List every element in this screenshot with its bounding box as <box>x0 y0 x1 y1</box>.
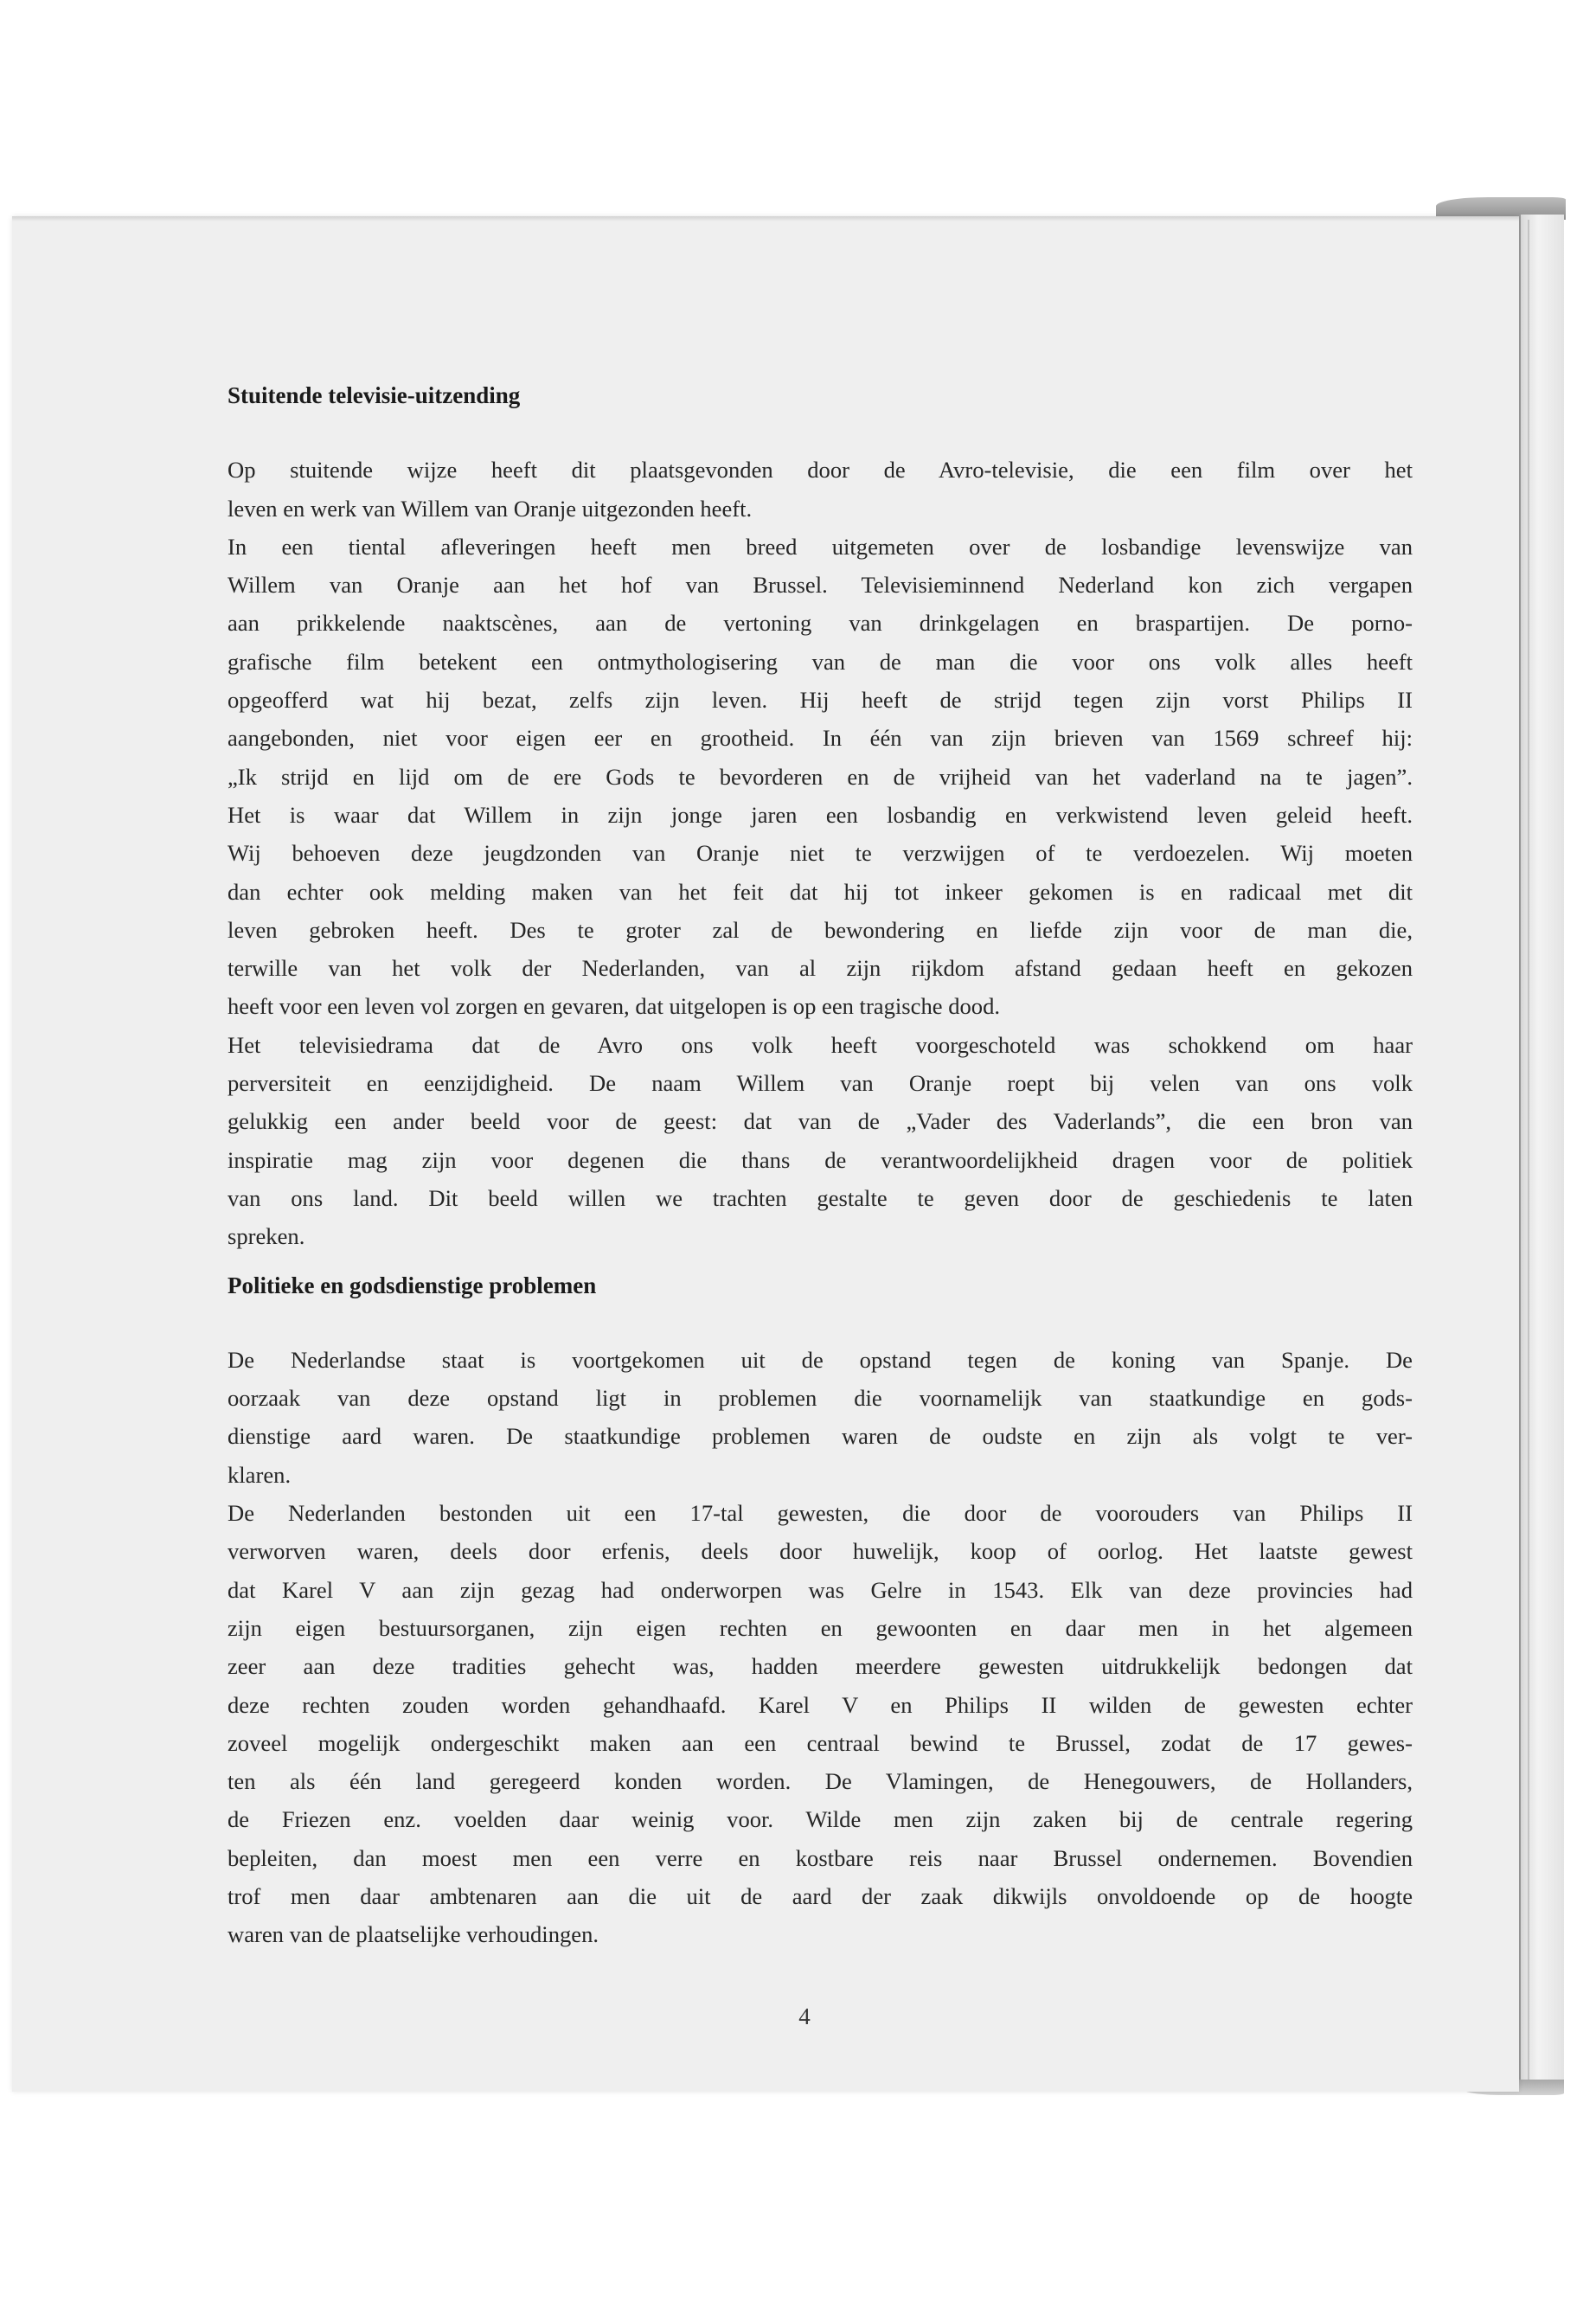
text-line: waren van de plaatselijke verhoudingen. <box>228 1921 599 1948</box>
text-line: Het is waar dat Willem in zijn jonge jaren een losbandig en verkwistend leven geleid heeft. <box>228 801 1413 828</box>
text-line: leven gebroken heeft. Des te groter zal de bewondering en liefde zijn voor de man die, <box>228 916 1413 943</box>
paragraph <box>228 1341 1413 1494</box>
binding-edge-line <box>1528 220 1529 2088</box>
text-line: Wij behoeven deze jeugdzonden van Oranje niet te verzwijgen of te verdoezelen. Wij moeten <box>228 840 1413 867</box>
text-line: dan echter ook melding maken van het feit dat hij tot inkeer gekomen is en radicaal met dit <box>228 878 1413 905</box>
paragraph <box>228 451 1413 528</box>
text-line: Willem van Oranje aan het hof van Brussel. Televisieminnend Nederland kon zich vergapen <box>228 572 1413 599</box>
page-top-edge <box>12 216 1519 221</box>
book-binding <box>1519 215 1564 2093</box>
text-line: oorzaak van deze opstand ligt in problemen die voornamelijk van staatkundige en gods- <box>228 1385 1413 1412</box>
text-line: heeft voor een leven vol zorgen en gevaren, dat uitgelopen is op een tragische dood. <box>228 993 1001 1020</box>
text-line: grafische film betekent een ontmythologisering van de man die voor ons volk alles heeft <box>228 648 1413 675</box>
section-heading-television: Stuitende televisie-uitzending <box>228 382 521 408</box>
text-line: verworven waren, deels door erfenis, deels door huwelijk, koop of oorlog. Het laatste gewest <box>228 1538 1413 1565</box>
text-line: terwille van het volk der Nederlanden, van al zijn rijkdom afstand gedaan heeft en gekozen <box>228 955 1413 982</box>
text-line: In een tiental afleveringen heeft men breed uitgemeten over de losbandige levenswijze van <box>228 533 1413 560</box>
page-number: 4 <box>798 2003 811 2029</box>
text-line: zijn eigen bestuursorganen, zijn eigen rechten en gewoonten en daar men in het algemeen <box>228 1614 1413 1641</box>
text-line: aan prikkelende naaktscènes, aan de vertoning van drinkgelagen en braspartijen. De porno- <box>228 610 1413 637</box>
page-text <box>228 376 1413 1954</box>
text-line: Het televisiedrama dat de Avro ons volk heeft voorgeschoteld was schokkend om haar <box>228 1031 1413 1058</box>
text-line: opgeofferd wat hij bezat, zelfs zijn leven. Hij heeft de strijd tegen zijn vorst Philips II <box>228 687 1413 714</box>
text-line: van ons land. Dit beeld willen we trachten gestalte te geven door de geschiedenis te laten <box>228 1184 1413 1211</box>
text-line: dat Karel V aan zijn gezag had onderworpen was Gelre in 1543. Elk van deze provincies had <box>228 1576 1413 1603</box>
text-line: deze rechten zouden worden gehandhaafd. Karel V en Philips II wilden de gewesten echter <box>228 1691 1413 1718</box>
text-line: De Nederlanden bestonden uit een 17-tal gewesten, die door de voorouders van Philips II <box>228 1500 1413 1527</box>
text-line: gelukkig een ander beeld voor de geest: dat van de „Vader des Vaderlands”, die een bron van <box>228 1108 1413 1135</box>
text-line: inspiratie mag zijn voor degenen die thans de verantwoordelijkheid dragen voor de politiek <box>228 1146 1413 1173</box>
section-heading-problems: Politieke en godsdienstige problemen <box>228 1272 597 1298</box>
text-line: Op stuitende wijze heeft dit plaatsgevonden door de Avro-televisie, die een film over het <box>228 457 1413 484</box>
text-line: De Nederlandse staat is voortgekomen uit de opstand tegen de koning van Spanje. De <box>228 1346 1413 1373</box>
text-line: aangebonden, niet voor eigen eer en grootheid. In één van zijn brieven van 1569 schreef hij: <box>228 725 1413 752</box>
paragraph <box>228 528 1413 1026</box>
text-line: de Friezen enz. voelden daar weinig voor. Wilde men zijn zaken bij de centrale regering <box>228 1806 1413 1833</box>
text-line: zeer aan deze tradities gehecht was, hadden meerdere gewesten uitdrukkelijk bedongen dat <box>228 1653 1413 1680</box>
text-line: spreken. <box>228 1223 305 1250</box>
text-line: bepleiten, dan moest men een verre en kostbare reis naar Brussel ondernemen. Bovendien <box>228 1844 1413 1871</box>
section-body-problems <box>228 1341 1413 1954</box>
paragraph <box>228 1026 1413 1256</box>
text-line: perversiteit en eenzijdigheid. De naam Willem van Oranje roept bij velen van ons volk <box>228 1070 1413 1097</box>
text-line: ten als één land geregeerd konden worden. De Vlamingen, de Henegouwers, de Hollanders, <box>228 1768 1413 1795</box>
text-line: zoveel mogelijk ondergeschikt maken aan een centraal bewind te Brussel, zodat de 17 gewes- <box>228 1729 1413 1756</box>
text-line: „Ik strijd en lijd om de ere Gods te bevorderen en de vrijheid van het vaderland na te jagen”. <box>228 763 1413 790</box>
text-line: leven en werk van Willem van Oranje uitgezonden heeft. <box>228 495 753 522</box>
text-line: dienstige aard waren. De staatkundige problemen waren de oudste en zijn als volgt te ver- <box>228 1423 1413 1450</box>
paragraph <box>228 1494 1413 1954</box>
section-body-television <box>228 451 1413 1255</box>
text-line: klaren. <box>228 1461 292 1488</box>
text-line: trof men daar ambtenaren aan die uit de aard der zaak dikwijls onvoldoende op de hoogte <box>228 1882 1413 1909</box>
